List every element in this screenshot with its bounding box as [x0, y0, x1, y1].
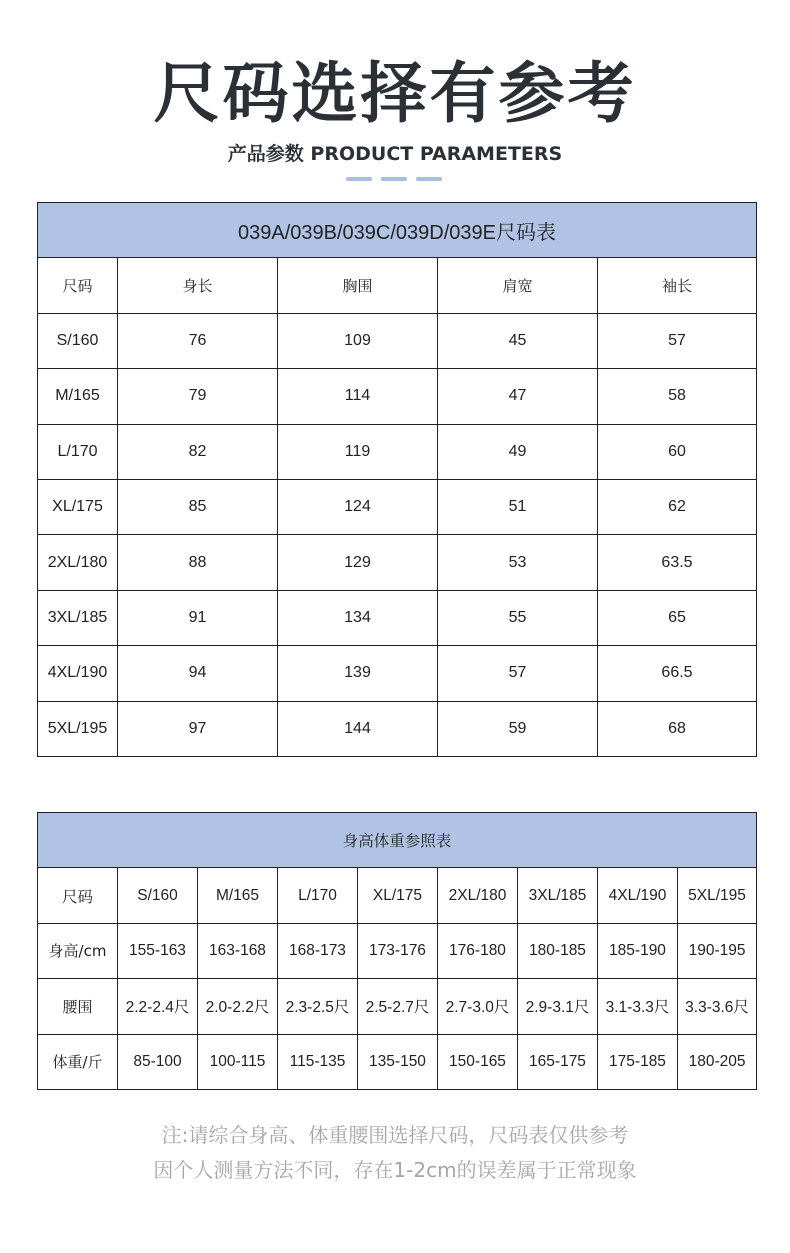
table-cell: 76: [118, 313, 278, 368]
table-row: [38, 424, 757, 479]
size-cell: 5XL/195: [38, 701, 118, 756]
table-cell: 62: [598, 479, 757, 534]
table-cell: 57: [438, 646, 598, 701]
table-cell: 55: [438, 590, 598, 645]
table-cell: 176-180: [438, 923, 518, 978]
column-header: 尺码: [38, 258, 118, 313]
size-header-cell: S/160: [118, 868, 198, 923]
table-cell: 49: [438, 424, 598, 479]
table-cell: 100-115: [198, 1034, 278, 1089]
table-cell: 150-165: [438, 1034, 518, 1089]
table-cell: 85: [118, 479, 278, 534]
table-cell: 88: [118, 535, 278, 590]
table-cell: 60: [598, 424, 757, 479]
table-cell: 144: [278, 701, 438, 756]
table-cell: 47: [438, 369, 598, 424]
size-header-cell: 3XL/185: [518, 868, 598, 923]
table-cell: 97: [118, 701, 278, 756]
size-cell: S/160: [38, 313, 118, 368]
table-cell: 51: [438, 479, 598, 534]
size-cell: 4XL/190: [38, 646, 118, 701]
table-row: [38, 590, 757, 645]
column-header: 胸围: [278, 258, 438, 313]
table-cell: 3.3-3.6尺: [678, 979, 757, 1034]
page-subtitle: 产品参数 PRODUCT PARAMETERS: [227, 143, 563, 165]
size-header-cell: 4XL/190: [598, 868, 678, 923]
table-cell: 82: [118, 424, 278, 479]
size-header-cell: 5XL/195: [678, 868, 757, 923]
table-cell: 2.2-2.4尺: [118, 979, 198, 1034]
table-row: [38, 646, 757, 701]
row-label: 体重/斤: [38, 1034, 118, 1089]
row-label: 尺码: [38, 868, 118, 923]
dash: [381, 177, 407, 181]
table-row: [38, 535, 757, 590]
table-row: [38, 313, 757, 368]
table-cell: 114: [278, 369, 438, 424]
table-row: [38, 369, 757, 424]
table-row: [38, 979, 757, 1034]
table-cell: 168-173: [278, 923, 358, 978]
size-cell: L/170: [38, 424, 118, 479]
note-line: 因个人测量方法不同，存在1-2cm的误差属于正常现象: [153, 1158, 637, 1182]
table-cell: 68: [598, 701, 757, 756]
size-header-cell: L/170: [278, 868, 358, 923]
table-cell: 53: [438, 535, 598, 590]
table-cell: 59: [438, 701, 598, 756]
table-cell: 139: [278, 646, 438, 701]
column-header: 身长: [118, 258, 278, 313]
table-cell: 115-135: [278, 1034, 358, 1089]
table-cell: 175-185: [598, 1034, 678, 1089]
table-cell: 180-205: [678, 1034, 757, 1089]
table-cell: 85-100: [118, 1034, 198, 1089]
table-cell: 190-195: [678, 923, 757, 978]
table-cell: 185-190: [598, 923, 678, 978]
size-header-cell: XL/175: [358, 868, 438, 923]
size-cell: 3XL/185: [38, 590, 118, 645]
table-cell: 180-185: [518, 923, 598, 978]
dash: [346, 177, 372, 181]
table-cell: 109: [278, 313, 438, 368]
table-cell: 119: [278, 424, 438, 479]
table-cell: 45: [438, 313, 598, 368]
size-header-cell: M/165: [198, 868, 278, 923]
table-cell: 2.5-2.7尺: [358, 979, 438, 1034]
column-header: 肩宽: [438, 258, 598, 313]
body-reference-table: [37, 812, 757, 1090]
table-cell: 3.1-3.3尺: [598, 979, 678, 1034]
table-cell: 66.5: [598, 646, 757, 701]
size-cell: XL/175: [38, 479, 118, 534]
table-cell: 173-176: [358, 923, 438, 978]
note-line: 注:请综合身高、体重腰围选择尺码，尺码表仅供参考: [161, 1123, 629, 1147]
row-label: 身高/cm: [38, 923, 118, 978]
table-cell: 134: [278, 590, 438, 645]
table-cell: 2.3-2.5尺: [278, 979, 358, 1034]
table-cell: 155-163: [118, 923, 198, 978]
table-cell: 65: [598, 590, 757, 645]
column-header: 袖长: [598, 258, 757, 313]
table-cell: 124: [278, 479, 438, 534]
row-label: 腰围: [38, 979, 118, 1034]
table-cell: 135-150: [358, 1034, 438, 1089]
table-row: [38, 479, 757, 534]
body-table-header-row: [38, 868, 757, 923]
table-cell: 79: [118, 369, 278, 424]
table-cell: 91: [118, 590, 278, 645]
table-cell: 94: [118, 646, 278, 701]
table-row: [38, 923, 757, 978]
table-cell: 163-168: [198, 923, 278, 978]
dash: [416, 177, 442, 181]
table-cell: 165-175: [518, 1034, 598, 1089]
page-title: 尺码选择有参考: [153, 55, 637, 132]
size-header-cell: 2XL/180: [438, 868, 518, 923]
table-cell: 2.9-3.1尺: [518, 979, 598, 1034]
body-table-caption-row: [38, 813, 757, 868]
body-table-caption: 身高体重参照表: [38, 813, 757, 868]
size-chart-caption-row: [38, 203, 757, 258]
table-row: [38, 701, 757, 756]
decorative-dashes: [346, 177, 442, 181]
table-cell: 129: [278, 535, 438, 590]
table-cell: 2.0-2.2尺: [198, 979, 278, 1034]
table-cell: 57: [598, 313, 757, 368]
table-cell: 63.5: [598, 535, 757, 590]
table-row: [38, 1034, 757, 1089]
size-chart-header-row: [38, 258, 757, 313]
size-cell: 2XL/180: [38, 535, 118, 590]
size-chart-table: [37, 202, 757, 757]
table-cell: 58: [598, 369, 757, 424]
size-cell: M/165: [38, 369, 118, 424]
table-cell: 2.7-3.0尺: [438, 979, 518, 1034]
size-chart-caption: 039A/039B/039C/039D/039E尺码表: [38, 203, 757, 258]
